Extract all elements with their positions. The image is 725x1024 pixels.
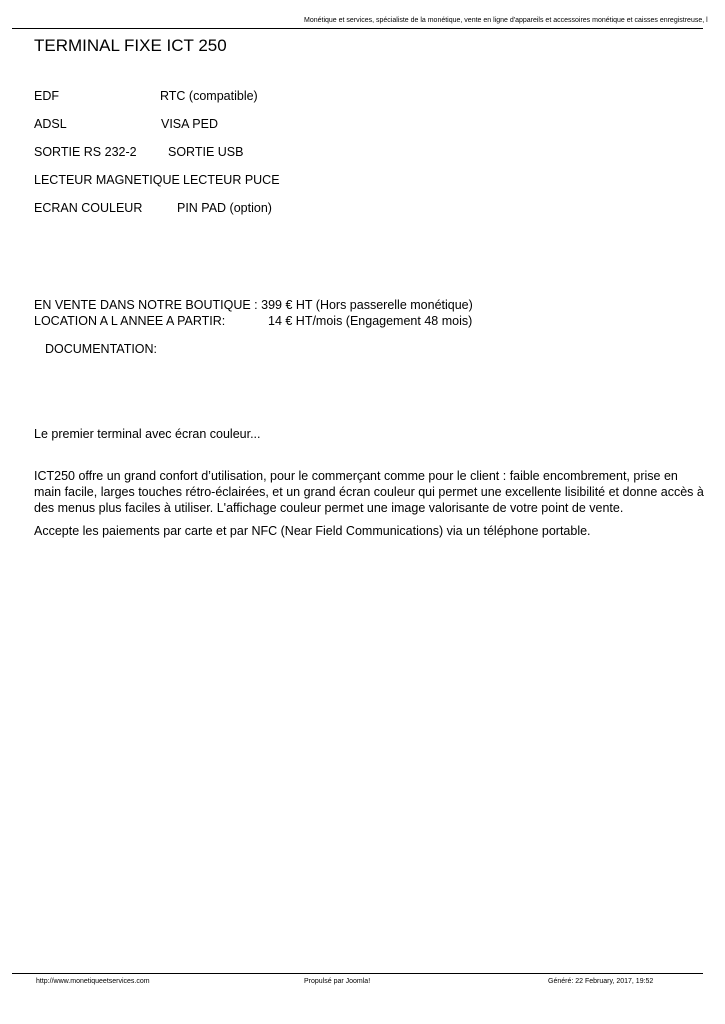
footer-url-link[interactable]: http://www.monetiqueetservices.com (36, 978, 150, 985)
spec-row (34, 89, 258, 104)
spec-right: PIN PAD (option) (177, 201, 272, 215)
rental-value: 14 € HT/mois (Engagement 48 mois) (268, 314, 473, 328)
spec-right: SORTIE USB (168, 145, 244, 159)
spec-left: ADSL (34, 117, 67, 131)
footer-powered-by: Propulsé par Joomla! (304, 978, 371, 985)
intro-text: Le premier terminal avec écran couleur... (34, 427, 261, 441)
spec-right: LECTEUR PUCE (183, 173, 280, 187)
rental-label: LOCATION A L ANNEE A PARTIR: (34, 314, 226, 328)
spec-row (34, 117, 218, 132)
spec-row (34, 145, 244, 160)
rental-line (34, 314, 473, 329)
spec-right: RTC (compatible) (160, 89, 258, 103)
spec-row (34, 173, 280, 188)
spec-left: SORTIE RS 232-2 (34, 145, 137, 159)
spec-row (34, 201, 272, 216)
site-description: Monétique et services, spécialiste de la monétique, vente en ligne d'appareils et accessoires monétique et caisses enregistreuse, l (304, 17, 708, 24)
page-title: TERMINAL FIXE ICT 250 (34, 36, 227, 55)
header-divider (12, 28, 703, 29)
price-line: EN VENTE DANS NOTRE BOUTIQUE : 399 € HT (Hors passerelle monétique) (34, 298, 473, 312)
spec-right: VISA PED (161, 117, 218, 131)
footer-generated-date: Généré: 22 February, 2017, 19:52 (548, 978, 654, 985)
footer-divider (12, 973, 703, 974)
payments-text: Accepte les paiements par carte et par NFC (Near Field Communications) via un téléphone portable. (34, 524, 591, 538)
spec-left: LECTEUR MAGNETIQUE (34, 173, 180, 187)
spec-left: EDF (34, 89, 59, 103)
spec-left: ECRAN COULEUR (34, 201, 143, 215)
description-paragraph: ICT250 offre un grand confort d’utilisation, pour le commerçant comme pour le client : faible encombrement, prise en main facile, larges touches rétro-éclairées, et un grand écran couleur qui permet une excellente lisibilité et donne accès à des menus plus faciles à utiliser. L'affichage couleur permet une image valorisante de votre point de vente. (34, 469, 704, 515)
documentation-label: DOCUMENTATION: (45, 342, 158, 356)
